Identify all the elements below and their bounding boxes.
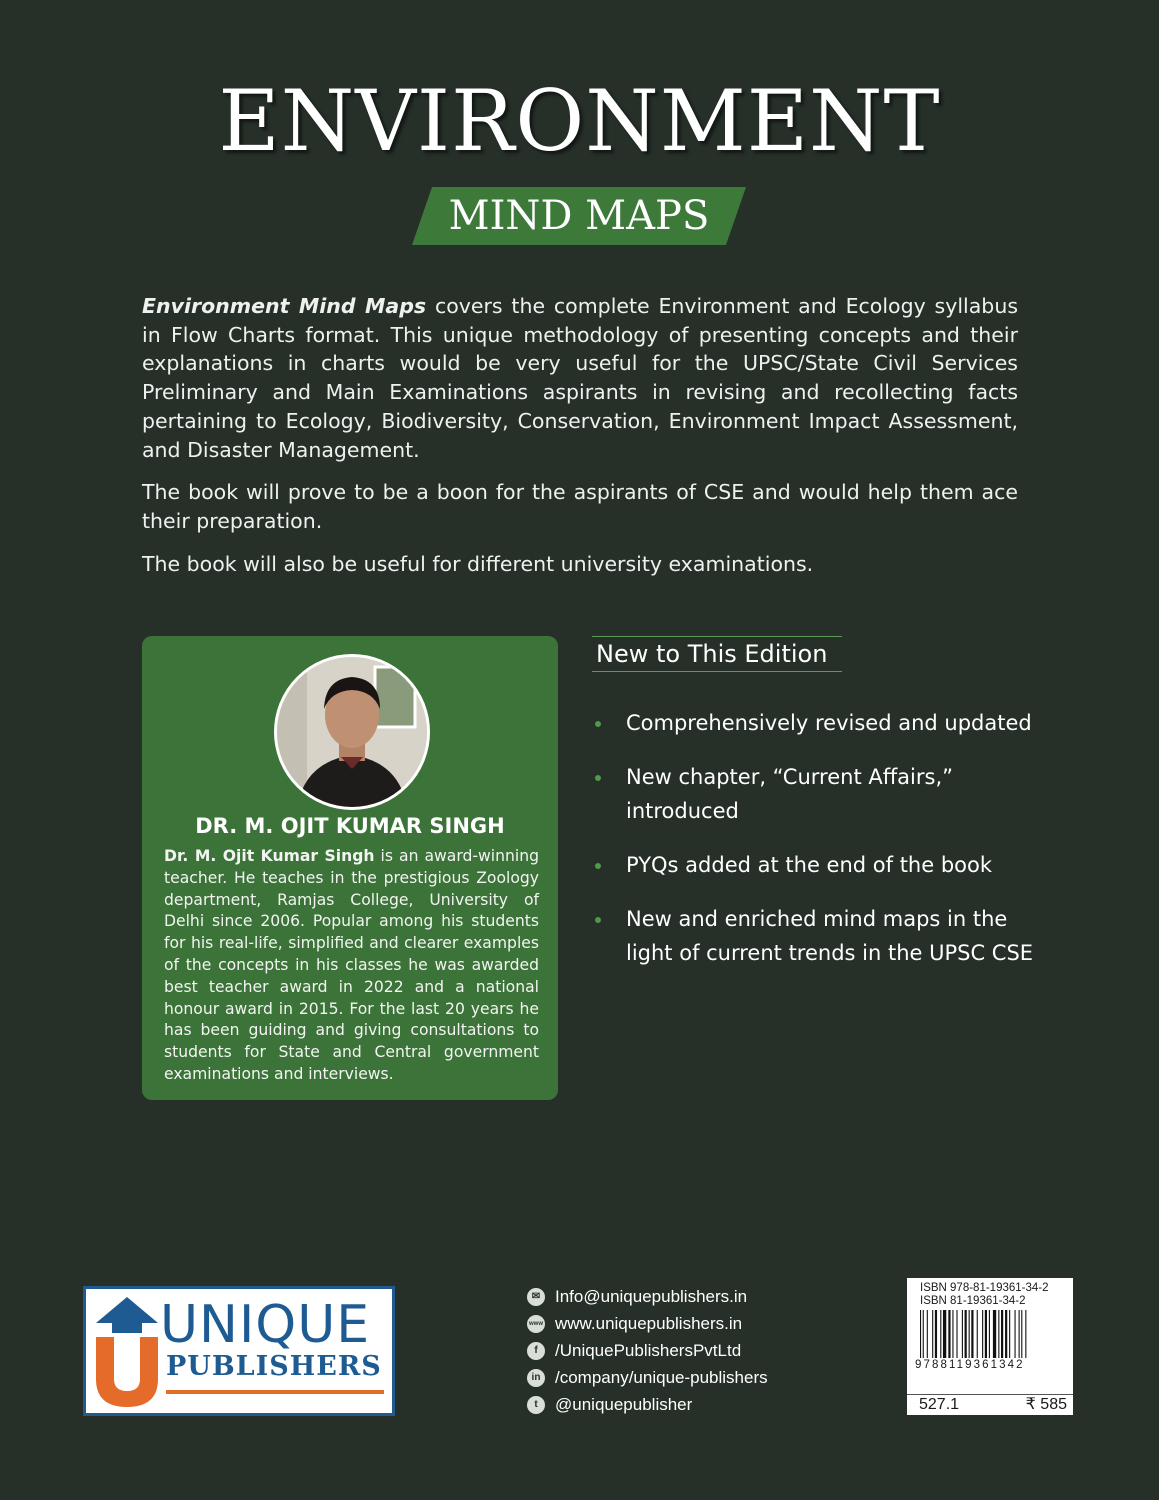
list-item (592, 848, 1052, 882)
logo-underline (166, 1390, 384, 1394)
bullet-icon (595, 863, 601, 869)
author-card (142, 636, 558, 1100)
price: ₹ 585 (1025, 1396, 1067, 1413)
publisher-logo (83, 1286, 395, 1416)
contact-list (527, 1283, 768, 1418)
bullet-icon (595, 917, 601, 923)
book-title: ENVIRONMENT (218, 72, 941, 170)
facebook-icon: f (527, 1342, 545, 1360)
list-item-text: PYQs added at the end of the book (626, 853, 993, 877)
list-item (592, 902, 1052, 970)
contact-text: www.uniquepublishers.in (555, 1313, 743, 1333)
contact-text: @uniquepublisher (555, 1394, 693, 1414)
contact-text: Info@uniquepublishers.in (555, 1286, 748, 1306)
author-name: DR. M. OJIT KUMAR SINGH (195, 814, 505, 838)
contact-facebook[interactable] (527, 1337, 768, 1364)
list-item-text: Comprehensively revised and updated (626, 711, 1032, 735)
contact-text: /company/unique-publishers (555, 1367, 768, 1387)
bullet-icon (595, 775, 601, 781)
subtitle-text: MIND MAPS (448, 193, 710, 239)
list-item (592, 706, 1052, 740)
list-item-text: New chapter, “Current Affairs,” introduced (626, 765, 954, 823)
barcode-digits: 9788119361342 (915, 1359, 1025, 1371)
isbn-10: ISBN 81-19361-34-2 (920, 1295, 1026, 1307)
contact-email[interactable] (527, 1283, 768, 1310)
new-edition-list (592, 706, 1052, 990)
author-bio (164, 846, 539, 1086)
contact-text: /UniquePublishersPvtLtd (555, 1340, 742, 1360)
author-photo (274, 654, 430, 810)
intro-text (142, 292, 1018, 592)
intro-paragraph-2: The book will prove to be a boon for the aspirants of CSE and would help them ace their preparation. (142, 480, 1018, 533)
price-row (907, 1394, 1073, 1416)
mail-icon: ✉ (527, 1288, 545, 1306)
logo-wordmark: UNIQUE (160, 1295, 371, 1355)
new-edition-heading: New to This Edition (592, 636, 842, 672)
barcode-box (907, 1278, 1073, 1415)
intro-paragraph-3: The book will also be useful for different university examinations. (142, 551, 814, 576)
arrow-u-icon (96, 1297, 158, 1407)
web-icon: www (527, 1315, 545, 1333)
contact-linkedin[interactable] (527, 1364, 768, 1391)
contact-twitter[interactable] (527, 1391, 768, 1418)
intro-p1-text: covers the complete Environment and Ecology syllabus in Flow Charts format. This unique methodology of presenting concepts and their explanations in charts would be very useful for the UPSC/State Civil Services Preliminary and Main Examinations aspirants in revising and recollecting facts pertaining to Ecology, Biodiversity, Conservation, Environment Impact Assessment, and Disaster Management. (142, 294, 1018, 462)
barcode-icon (920, 1310, 1065, 1358)
bullet-icon (595, 721, 601, 727)
author-bio-name: Dr. M. Ojit Kumar Singh (164, 847, 375, 865)
list-item (592, 760, 1052, 828)
intro-paragraph-1 (142, 292, 1018, 464)
linkedin-icon: in (527, 1369, 545, 1387)
isbn-13: ISBN 978-81-19361-34-2 (920, 1282, 1049, 1294)
twitter-icon: t (527, 1396, 545, 1414)
intro-lead: Environment Mind Maps (142, 294, 427, 318)
classification-code: 527.1 (919, 1396, 960, 1413)
list-item-text: New and enriched mind maps in the light of current trends in the UPSC CSE (626, 907, 1034, 965)
contact-website[interactable] (527, 1310, 768, 1337)
logo-subtitle: PUBLISHERS (166, 1351, 382, 1382)
author-bio-text: is an award-winning teacher. He teaches in the prestigious Zoology department, Ramjas College, University of Delhi since 2006. Popular among his students for his real-life, simplified and clearer examples of the concepts in his classes he was awarded best teacher award in 2022 and a national honour award in 2015. For the last 20 years he has been guiding and giving consultations to students for State and Central government examinations and interviews. (164, 847, 539, 1083)
